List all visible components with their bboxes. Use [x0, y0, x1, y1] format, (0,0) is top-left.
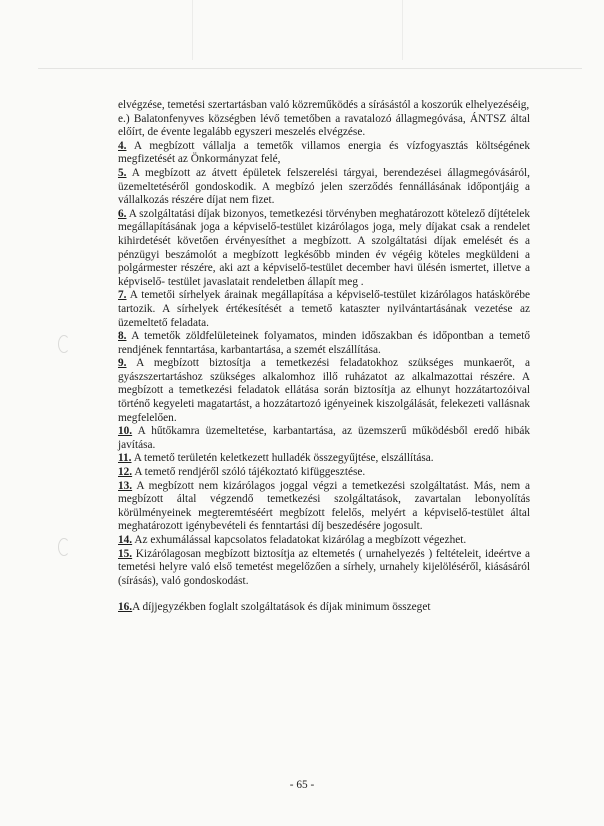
punch-hole-mark — [58, 538, 70, 556]
document-body — [118, 99, 530, 615]
paragraph-14: 14. Az exhumálással kapcsolatos feladatokat kizárólag a megbízott végezhet. — [118, 534, 467, 546]
paragraph-10: 10. A hűtőkamra üzemeltetése, karbantartása, az üzemszerű működésből eredő hibák javítása. — [118, 425, 531, 451]
paragraph-12: 12. A temető rendjéről szóló tájékoztató kifüggesztése. — [118, 466, 366, 479]
paragraph-5: 5. A megbízott az átvett épületek felszerelési tárgyai, berendezései állagmegóvásáról, üzemeltetéséről gondoskodik. A megbízó jelen szerződés fennállásának időpontjáig a vállalkozás részére díjat nem fizet. — [118, 166, 530, 207]
paragraph-6: 6. A szolgáltatási díjak bizonyos, temetkezési törvényben meghatározott kötelező díjtételek megállapításának joga a képviselő-testület kizárólagos joga, mely díjakat csak a rendelet kihirdetését követően érvényesíthet a megbízott. A szolgáltatási díjak emelését és a pénzügyi beszámolót a megbízott legkésőbb minden év végéig köteles megküldeni a polgármester részére, aki azt a képviselő-testület december havi ülésén ismertet, illetve a képviselő- testület javaslatait rendeletben állapít meg . — [118, 207, 530, 288]
paragraph-9: 9. A megbízott biztosítja a temetkezési feladatokhoz szükséges munkaerőt, a gyászszertartáshoz szükséges alkalomhoz illő ruházatot az alkalmazottai részére. A megbízott a temetkezési feladatok ellátása során biztosítja az elhunyt hozzátartozóival történő kegyeleti magatartást, a hozzátartozó igényeinek kiszolgálását, felekezeti vallásnak megfelelően. — [118, 357, 531, 424]
punch-hole-mark — [58, 335, 70, 353]
scan-edge-line — [38, 68, 582, 69]
scan-margin-line — [192, 0, 193, 60]
paragraph-8: 8. A temetők zöldfelületeinek folyamatos, minden időszakban és időpontban a temető rendjének fenntartása, karbantartása, a szemét elszállítása. — [118, 330, 530, 356]
paragraph-7: 7. A temetői sírhelyek árainak megállapítása a képviselő-testület kizárólagos hatáskörébe tartozik. A sírhelyek értékesítését a temető kataszter nyilvántartásának vezetése az üzemeltető feladata. — [118, 289, 530, 329]
paragraph-11: 11. A temető területén keletkezett hulladék összegyűjtése, elszállítása. — [118, 452, 434, 465]
paragraph-4: 4. A megbízott vállalja a temetők villamos energia és vízfogyasztás költségének megfizetését az Önkormányzat felé, — [118, 139, 530, 166]
paragraph: elvégzése, temetési szertartásban való közreműködés a sírásástól a koszorúk elhelyezéséig, — [118, 99, 530, 111]
scan-margin-line — [402, 0, 403, 60]
page-number: - 65 - — [289, 779, 315, 791]
paragraph-16: 16.A díjjegyzékben foglalt szolgáltatások és díjak minimum összeget — [118, 601, 431, 614]
paragraph-13: 13. A megbízott nem kizárólagos joggal végzi a temetkezési szolgáltatást. Más, nem a megbízott által végzendő temetkezési szolgáltatások, zavartalan lebonyolítás körülményeinek megteremtéséért megbízott felelős, melyért a képviselő-testület által meghatározott igénybevételi és fenntartási díj beszedésére jogosult. — [118, 479, 530, 533]
paragraph-15: 15. Kizárólagosan megbízott biztosítja az eltemetés ( urnahelyezés ) feltételeit, ideértve a temetési helyre való első temetést megelőzően a sírhely, urnahely kijelöléséről, kiásásáról (sírásás), való gondoskodást. — [118, 547, 530, 587]
paragraph: e.) Balatonfenyves községben lévő temetőben a ravatalozó állagmegóvása, ÁNTSZ által előírt, de évente legalább egyszeri meszelés elvégzése. — [118, 112, 530, 139]
